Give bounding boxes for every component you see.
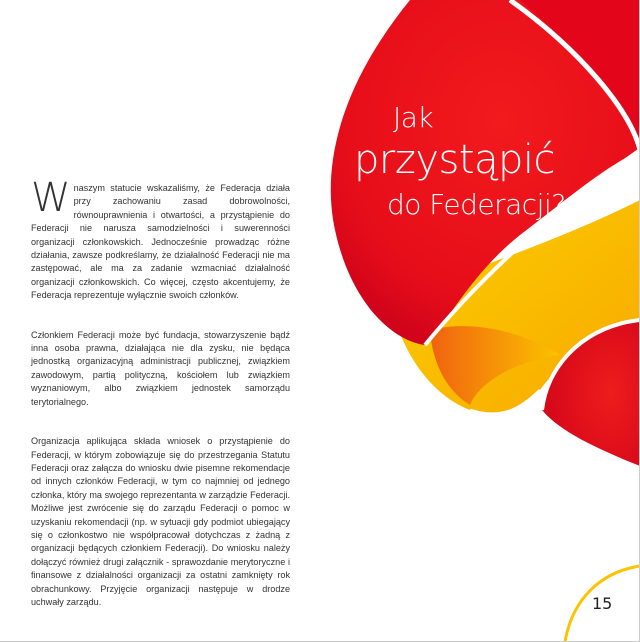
page-number: 15 (592, 594, 613, 613)
dropcap: W (31, 175, 71, 221)
heading-line-2: przystąpić (354, 137, 556, 183)
heading-line-1: Jak (393, 101, 434, 134)
paragraph-2: Członkiem Federacji może być fundacja, stowarzyszenie bądź inna osoba prawna, działająca nie dla zysku, nie będąca jednostką organizacyjną administracji publicznej, związkiem zawodowym, partią polityczną, kościołem lub związkiem wyznaniowym, albo związkiem jednostek samorządu terytorialnego. (31, 329, 290, 407)
body-text (31, 175, 290, 609)
paragraph-3: Organizacja aplikująca składa wniosek o przystąpienie do Federacji, w którym zobowiązuje się do przestrzegania Statutu Federacji oraz załącza do wniosku dwie pisemne rekomendacje od innych członków Federacji, w tym co najmniej od jednego członka, który ma swojego reprezentanta w zarządzie Federacji. Możliwe jest zwrócenie się do zarządu Federacji o pomoc w uzyskaniu rekomendacji (np. w sytuacji gdy podmiot ubiegający się o członkostwo nie współpracował dotychczas z żadną z organizacji będących członkiem Federacji). Do wniosku należy dołączyć również drugi załącznik - sprawozdanie merytoryczne i finansowe z działalności organizacji za ostatni zamknięty rok obrachunkowy. Przyjęcie organizacji następuje w drodze uchwały zarządu. (31, 436, 290, 607)
heading-line-3: do Federacji? (387, 188, 566, 221)
paragraph-1-text: naszym statucie wskazaliśmy, że Federacja działa przy zachowaniu zasad dobrowolności, równouprawnienia i otwartości, a przystąpienie do Federacji nie narusza samodzielności i suwerenności organizacji członkowskich. Jednocześnie prowadząc różne działania, zawsze podkreślamy, że działalność Federacji nie ma zastępować, ale ma za zadanie wzmacniać działalność organizacji członkowskich. Co więcej, często akcentujemy, że Federacja reprezentuje wyłącznie swoich członków. (31, 183, 290, 301)
paragraph-1 (31, 175, 290, 303)
